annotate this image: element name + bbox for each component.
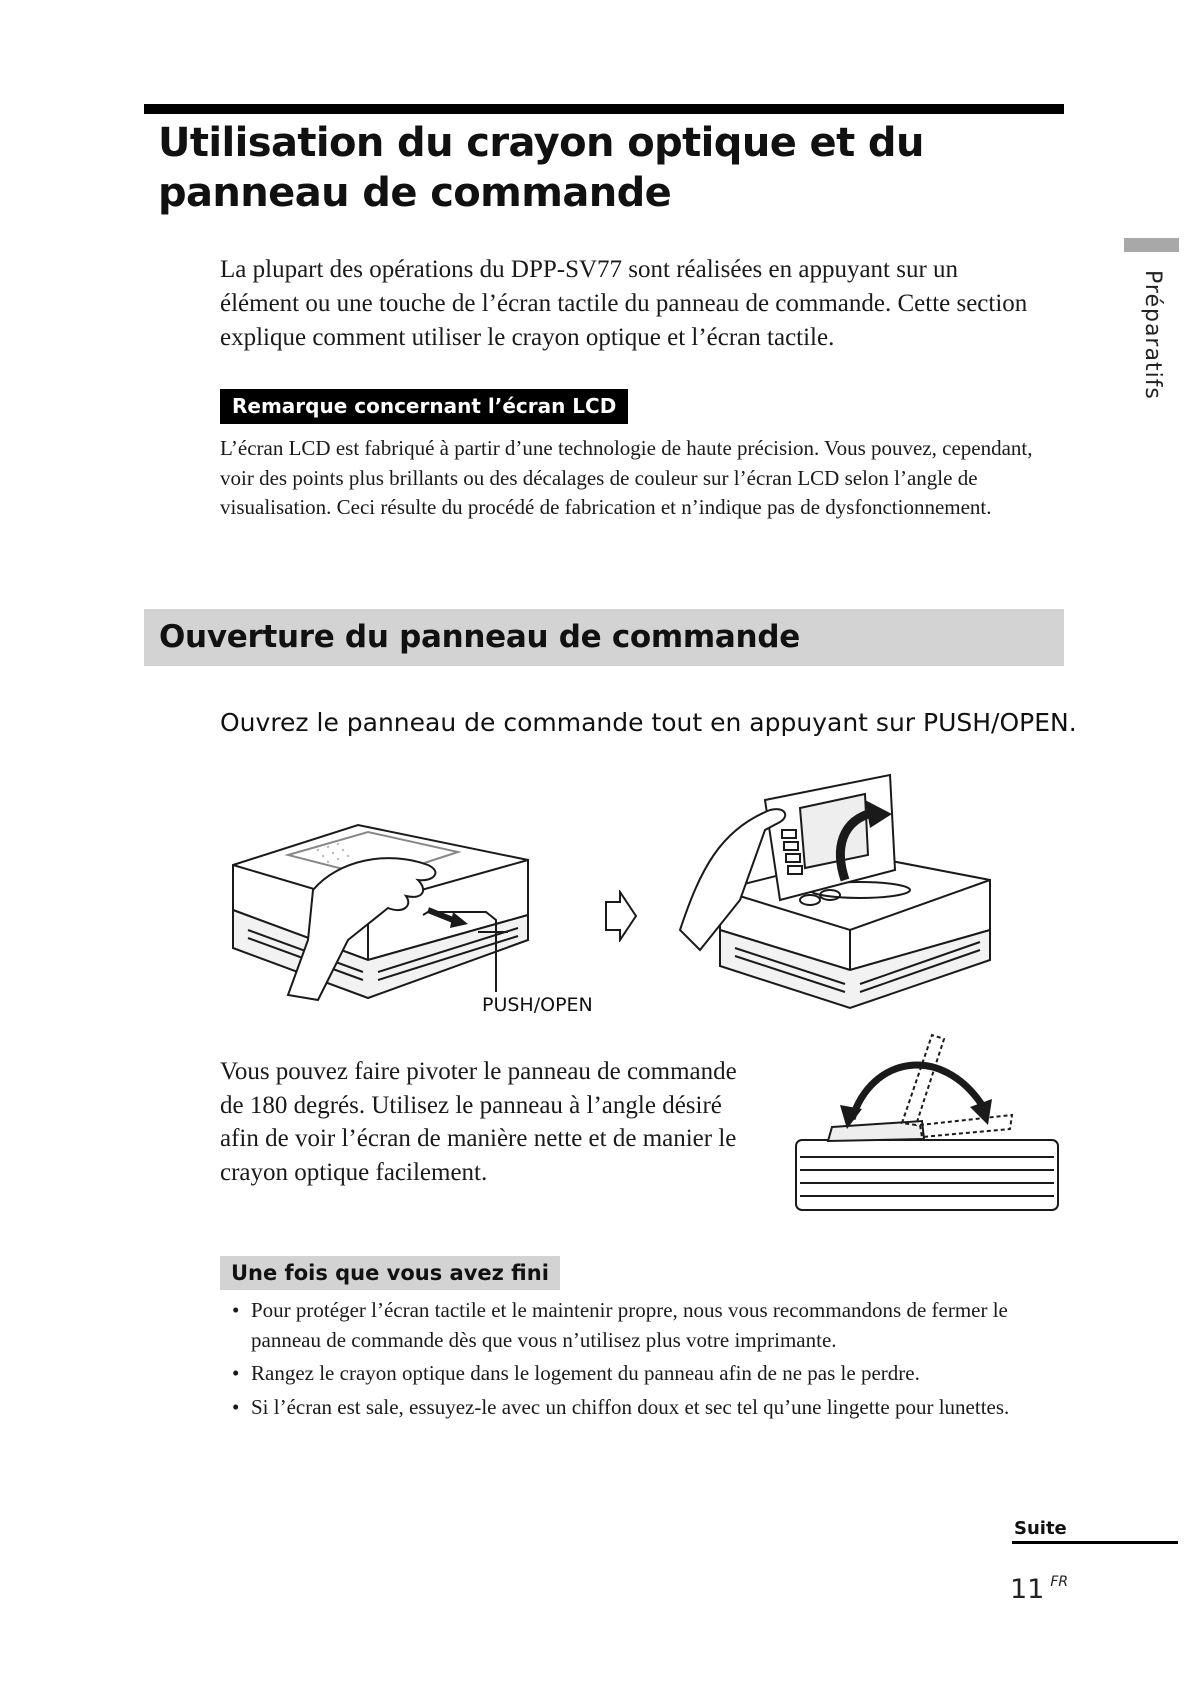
chapter-side-tab: Préparatifs [1140, 270, 1165, 400]
title-rule [144, 104, 1064, 114]
instruction-text: Ouvrez le panneau de commande tout en appuyant sur PUSH/OPEN. [220, 708, 1077, 737]
continue-rule [1012, 1541, 1178, 1544]
next-step-arrow-icon [604, 890, 638, 942]
side-tab-marker [1124, 238, 1179, 252]
language-code: FR [1050, 1574, 1069, 1590]
lcd-note-label: Remarque concernant l’écran LCD [220, 389, 628, 424]
page-title: Utilisation du crayon optique et du panneau de commande [158, 120, 924, 216]
printer-panel-open-illustration [660, 770, 1000, 1015]
panel-rotation-illustration [792, 1025, 1062, 1215]
lcd-note-text: L’écran LCD est fabriqué à partir d’une technologie de haute précision. Vous pouvez, cependant, voir des points plus brillants ou des décalages de couleur sur l’écran LCD selon l’angle de visualisation. Ceci résulte du procédé de fabrication et n’indique pas de dysfonctionnement. [220, 436, 1033, 519]
section-title: Ouverture du panneau de commande [159, 619, 800, 655]
push-open-label: PUSH/OPEN [482, 994, 593, 1016]
rotation-description: Vous pouvez faire pivoter le panneau de commande de 180 degrés. Utilisez le panneau à l’angle désiré afin de voir l’écran de manière nette et de manier le crayon optique facilement. [220, 1058, 737, 1186]
after-use-list [232, 1296, 1062, 1426]
bullet-dot: • [232, 1298, 240, 1322]
list-item: • Pour protéger l’écran tactile et le maintenir propre, nous vous recommandons de fermer le panneau de commande dès que vous n’utilisez plus votre imprimante. [232, 1298, 1008, 1352]
intro-paragraph: La plupart des opérations du DPP-SV77 sont réalisées en appuyant sur un élément ou une touche de l’écran tactile du panneau de commande. Cette section explique comment utiliser le crayon optique et l’écran tactile. [220, 256, 1028, 351]
bullet-dot: • [232, 1361, 240, 1385]
list-item: • Rangez le crayon optique dans le logement du panneau afin de ne pas le perdre. [232, 1359, 1062, 1389]
after-use-label: Une fois que vous avez fini [220, 1256, 560, 1290]
continue-label: Suite [1014, 1518, 1067, 1539]
page-number: 11 $^{FR}$ [1010, 1574, 1069, 1605]
list-item: • Si l’écran est sale, essuyez-le avec un chiffon doux et sec tel qu’une lingette pour lunettes. [232, 1393, 1062, 1423]
bullet-dot: • [232, 1394, 240, 1419]
printer-push-open-illustration [228, 820, 558, 1020]
